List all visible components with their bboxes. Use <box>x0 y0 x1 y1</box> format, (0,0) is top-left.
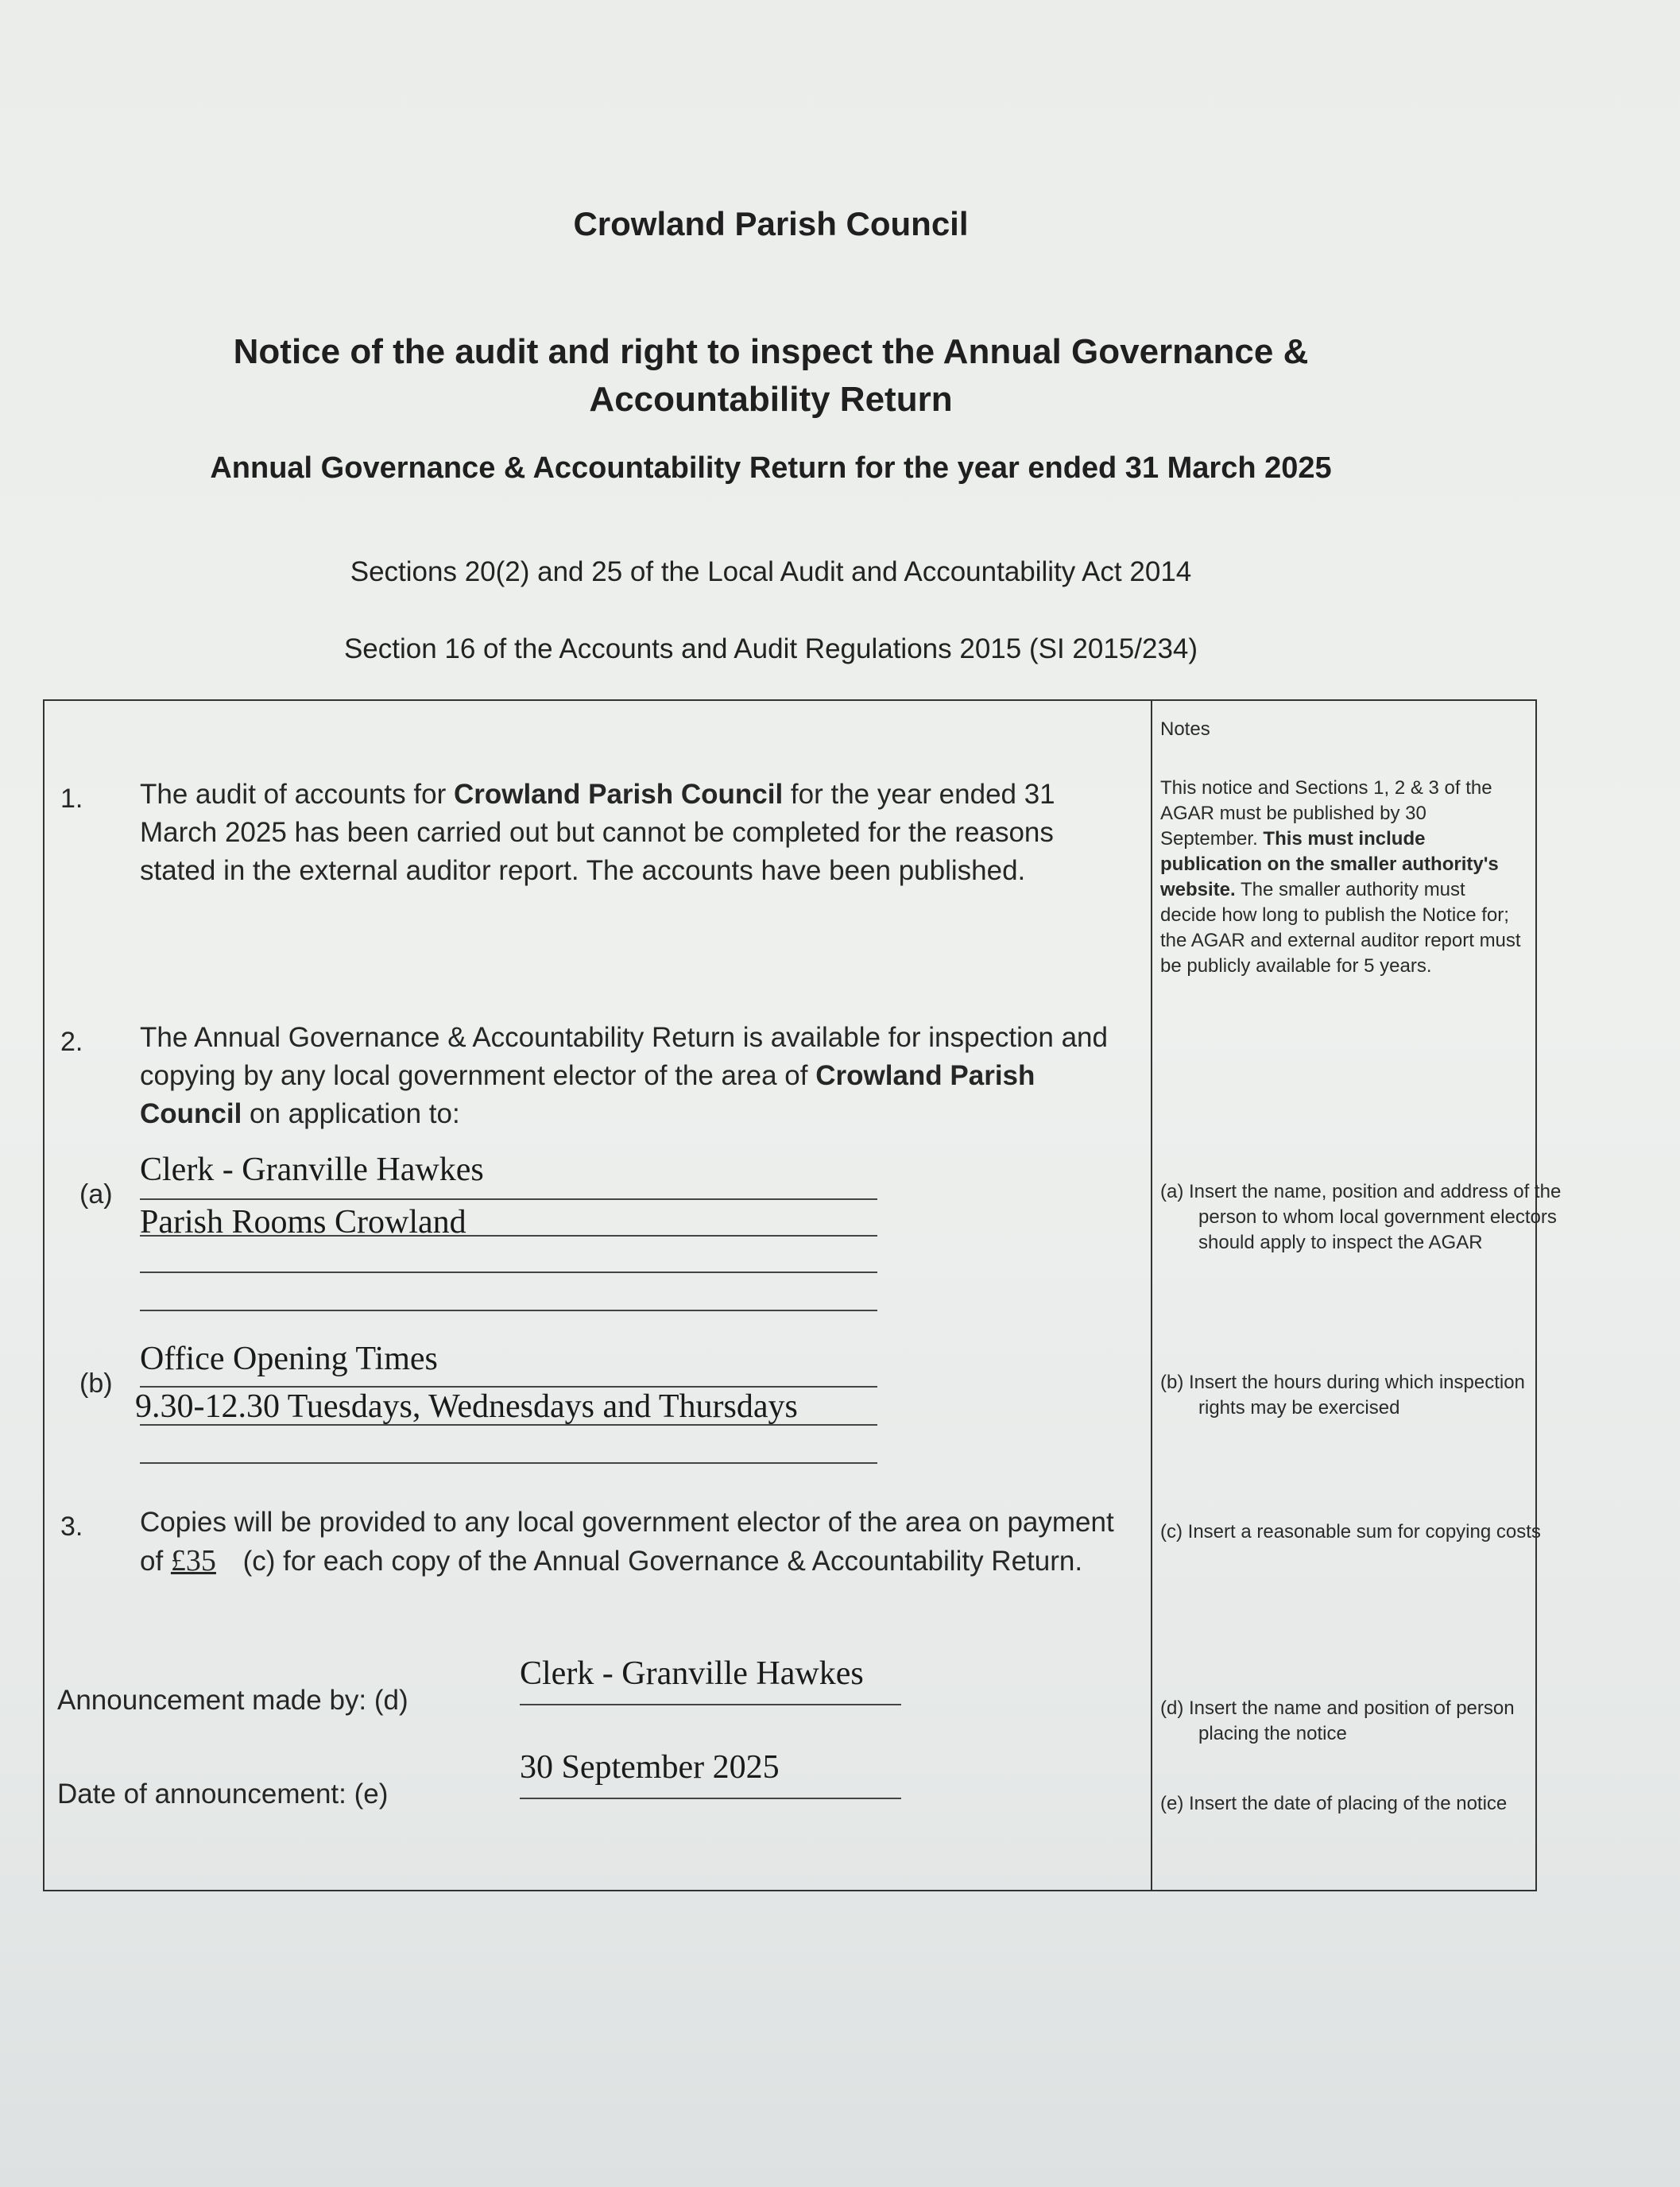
inspection-contact-name: Clerk - Granville Hawkes <box>140 1152 484 1188</box>
hours-line-2 <box>140 1424 877 1426</box>
item-number-3: 3. <box>60 1512 83 1542</box>
contact-line-2 <box>140 1235 877 1237</box>
item-3-text: Copies will be provided to any local government elector of the area on payment of £35 (c) for each copy of the Annual Governance & Accountability Return. <box>140 1507 1114 1577</box>
item-number-1: 1. <box>60 784 83 814</box>
copy-fee: £35 <box>170 1544 216 1577</box>
note-e: (e) Insert the date of placing of the notice <box>1160 1793 1508 1814</box>
item-2b-label: (b) <box>79 1368 113 1399</box>
office-hours-heading: Office Opening Times <box>140 1341 438 1377</box>
notice-subtitle: Annual Governance & Accountability Return for the year ended 31 March 2025 <box>210 451 1332 485</box>
note-b: (b) Insert the hours during which inspection rights may be exercised <box>1160 1372 1525 1419</box>
inspection-contact-address: Parish Rooms Crowland <box>140 1204 466 1241</box>
notice-title-line1: Notice of the audit and right to inspect the Annual Governance & <box>233 332 1309 371</box>
item-2-text: The Annual Governance & Accountability Return is available for inspection and copying by any local government elector of the area of Crowland Parish Council on application to: <box>140 1022 1108 1129</box>
legislation-line2: Section 16 of the Accounts and Audit Regulations 2015 (SI 2015/234) <box>343 633 1198 664</box>
item-2a-label: (a) <box>79 1179 113 1210</box>
council-name: Crowland Parish Council <box>573 205 969 242</box>
notes-heading: Notes <box>1160 718 1210 740</box>
hours-line-3 <box>140 1462 877 1464</box>
office-hours-value: 9.30-12.30 Tuesdays, Wednesdays and Thursdays <box>135 1388 798 1425</box>
notes-column-divider <box>1151 699 1152 1891</box>
contact-line-4 <box>140 1310 877 1311</box>
item-number-2: 2. <box>60 1027 83 1057</box>
date-label: Date of announcement: (e) <box>57 1779 389 1810</box>
note-d: (d) Insert the name and position of person placing the notice <box>1160 1697 1515 1744</box>
item-1-text: The audit of accounts for Crowland Parish Council for the year ended 31 March 2025 has been carried out but cannot be completed for the reasons stated in the external auditor report. The accounts have been published. <box>140 779 1055 886</box>
date-line <box>520 1798 901 1799</box>
announcement-label: Announcement made by: (d) <box>57 1685 408 1716</box>
announcement-line <box>520 1704 901 1705</box>
notice-title-line2: Accountability Return <box>589 380 953 419</box>
contact-line-1 <box>140 1198 877 1200</box>
note-a: (a) Insert the name, position and address of the person to whom local government electors should apply to inspect the AGAR <box>1160 1181 1562 1253</box>
announcement-value: Clerk - Granville Hawkes <box>520 1655 864 1692</box>
note-c: (c) Insert a reasonable sum for copying costs <box>1160 1521 1541 1543</box>
note-publication: This notice and Sections 1, 2 & 3 of the AGAR must be published by 30 September. This must include publication on the smaller authority's website. The smaller authority must decide how long to publish the Notice for; the AGAR and external auditor report must be publicly available for 5 years. <box>1160 777 1521 977</box>
date-value: 30 September 2025 <box>520 1749 780 1786</box>
contact-line-3 <box>140 1272 877 1273</box>
legislation-line1: Sections 20(2) and 25 of the Local Audit and Accountability Act 2014 <box>350 556 1192 587</box>
